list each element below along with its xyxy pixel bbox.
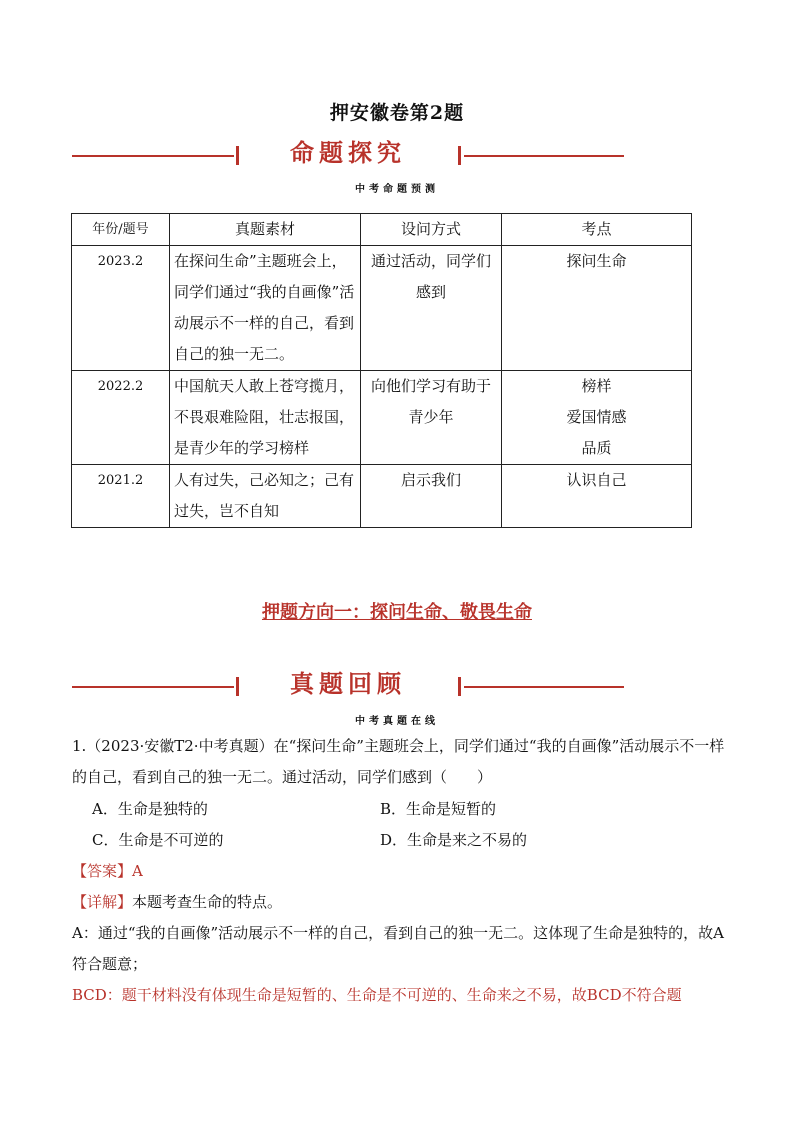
banner-title-text: 命题探究	[290, 139, 406, 167]
direction-heading: 押题方向一：探问生命、敬畏生命	[262, 602, 532, 623]
detail-text: 本题考查生命的特点。	[132, 893, 283, 911]
banner-rule-left	[72, 155, 234, 157]
header-year: 年份/题号	[72, 214, 170, 246]
detail-option-a: A：通过“我的自画像”活动展示不一样的自己，看到自己的独一无二。这体现了生命是独特的，故A符合题意；	[72, 924, 725, 973]
cell-question: 启示我们	[361, 465, 502, 528]
option-c: C．生命是不可逆的	[92, 831, 224, 849]
header-material: 真题素材	[170, 214, 361, 246]
question-stem: 1.（2023·安徽T2·中考真题）在“探问生命”主题班会上，同学们通过“我的自画像”活动展示不一样的自己，看到自己的独一无二。通过活动，同学们感到（ ）	[72, 737, 725, 786]
point-item: 品质	[581, 439, 612, 457]
cell-year: 2021.2	[72, 465, 170, 528]
cell-points	[502, 371, 692, 465]
detail-line	[72, 887, 728, 918]
banner-rule-right	[464, 155, 624, 157]
banner-subtitle: 中考命题预测	[355, 184, 439, 195]
banner-title	[244, 138, 452, 174]
banner-rule-left	[72, 686, 234, 688]
cell-year: 2022.2	[72, 371, 170, 465]
detail-option-bcd: BCD：题干材料没有体现生命是短暂的、生命是不可逆的、生命来之不易，故BCD不符合题	[72, 986, 682, 1004]
detail-label: 【详解】	[72, 893, 133, 911]
point-item: 爱国情感	[566, 408, 627, 426]
cell-question: 向他们学习有助于青少年	[361, 371, 502, 465]
answer-label: 【答案】	[72, 862, 133, 880]
cell-question: 通过活动，同学们感到	[361, 246, 502, 371]
cell-material: 在探问生命”主题班会上，同学们通过“我的自画像”活动展示不一样的自己，看到自己的独一无二。	[170, 246, 361, 371]
answer-line	[72, 856, 728, 887]
point-item: 探问生命	[566, 252, 627, 270]
table-row	[72, 465, 692, 528]
cell-points	[502, 246, 692, 371]
answer-value: A	[132, 862, 143, 880]
banner-title	[244, 669, 452, 705]
cell-material: 中国航天人敢上苍穹揽月，不畏艰难险阻，壮志报国，是青少年的学习榜样	[170, 371, 361, 465]
exam-topic-table	[71, 213, 692, 528]
cell-year: 2023.2	[72, 246, 170, 371]
point-item: 认识自己	[566, 471, 627, 489]
page-title: 押安徽卷第2题	[329, 102, 465, 124]
banner-bar-right	[458, 677, 461, 696]
option-d: D．生命是来之不易的	[380, 831, 528, 849]
section-banner-review	[72, 669, 624, 705]
cell-points	[502, 465, 692, 528]
banner-title-text: 真题回顾	[290, 670, 406, 698]
table-row	[72, 371, 692, 465]
banner-bar-right	[458, 146, 461, 165]
header-question: 设问方式	[361, 214, 502, 246]
option-b: B．生命是短暂的	[380, 800, 497, 818]
section-banner-proposition	[72, 138, 624, 174]
cell-material: 人有过失，己必知之；己有过失，岂不自知	[170, 465, 361, 528]
table-row	[72, 246, 692, 371]
option-a: A．生命是独特的	[92, 800, 208, 818]
banner-rule-right	[464, 686, 624, 688]
banner-bar-left	[236, 677, 239, 696]
point-item: 榜样	[581, 377, 612, 395]
header-points: 考点	[502, 214, 692, 246]
table-header-row	[72, 214, 692, 246]
banner-bar-left	[236, 146, 239, 165]
banner-subtitle: 中考真题在线	[355, 716, 439, 727]
